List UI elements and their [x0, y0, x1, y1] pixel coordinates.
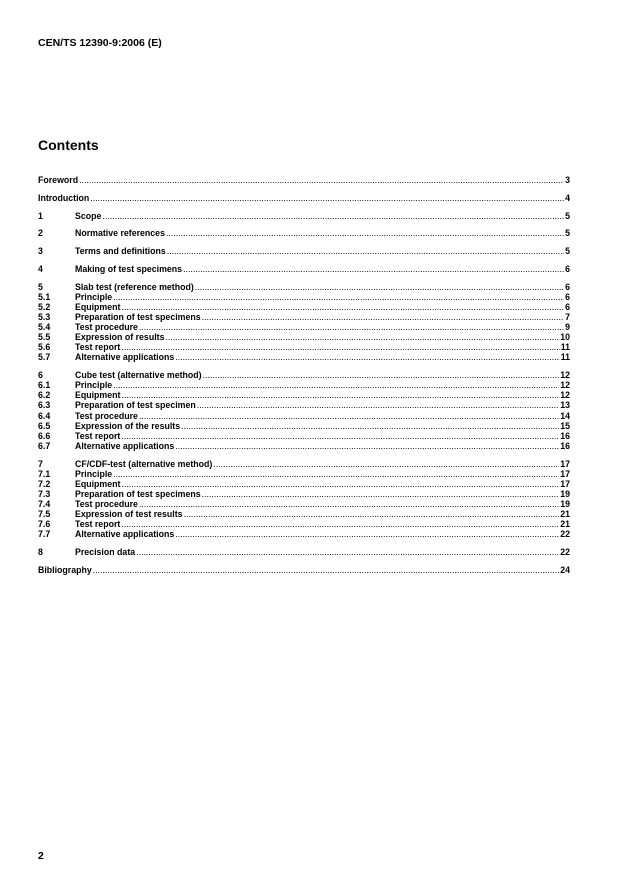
toc-entry[interactable] [38, 469, 570, 479]
toc-entry-number: 6.6 [38, 430, 51, 441]
toc-entry-title: Terms and definitions [75, 246, 166, 257]
toc-entry-page: 21 [560, 519, 570, 530]
toc-entry-page: 7 [565, 311, 570, 322]
toc-entry[interactable] [38, 332, 570, 342]
toc-entry[interactable] [38, 246, 570, 256]
toc-entry-page: 6 [565, 301, 570, 312]
toc-entry-page: 22 [560, 529, 570, 540]
toc-entry-number: 6.7 [38, 440, 51, 451]
toc-entry-title: CF/CDF-test (alternative method) [75, 458, 213, 469]
toc-entry-page: 6 [565, 291, 570, 302]
toc-entry-page: 3 [565, 175, 570, 185]
toc-entry-page: 17 [560, 468, 570, 479]
toc-entry-number: 7 [38, 458, 43, 469]
toc-entry-page: 17 [560, 478, 570, 489]
toc-entry-number: 5.5 [38, 332, 51, 343]
toc-entry[interactable] [38, 499, 570, 509]
toc-entry-title: Introduction [38, 192, 90, 203]
toc-entry-title: Preparation of test specimens [75, 488, 201, 499]
table-of-contents [38, 175, 570, 575]
toc-entry-title: Slab test (reference method) [75, 281, 194, 292]
toc-entry[interactable] [38, 193, 570, 203]
toc-entry[interactable] [38, 400, 570, 410]
toc-entry-number: 6.3 [38, 400, 51, 411]
dot-leader [121, 390, 559, 400]
dot-leader [139, 499, 559, 509]
toc-entry-page: 24 [560, 564, 570, 575]
dot-leader [139, 322, 564, 332]
dot-leader [121, 302, 564, 312]
dot-leader [102, 211, 564, 221]
toc-entry[interactable] [38, 322, 570, 332]
toc-entry-title: Expression of the results [75, 420, 181, 431]
toc-entry-title: Alternative applications [75, 440, 175, 451]
toc-entry-number: 1 [38, 210, 43, 221]
toc-entry-title: Alternative applications [75, 529, 175, 540]
toc-entry-page: 4 [565, 192, 570, 203]
toc-entry-number: 7.2 [38, 478, 51, 489]
toc-entry[interactable] [38, 459, 570, 469]
toc-entry-title: Preparation of test specimen [75, 400, 196, 411]
toc-entry-page: 19 [560, 498, 570, 509]
dot-leader [121, 342, 559, 352]
toc-entry-number: 5.6 [38, 342, 51, 353]
toc-entry-title: Test procedure [75, 410, 138, 421]
toc-entry-number: 6.1 [38, 380, 51, 391]
toc-entry-title: Cube test (alternative method) [75, 370, 202, 381]
toc-entry-page: 5 [565, 228, 570, 239]
toc-entry-page: 12 [560, 390, 570, 401]
toc-entry-title: Precision data [75, 547, 136, 557]
toc-entry-number: 6.4 [38, 410, 51, 421]
toc-entry-title: Equipment [75, 301, 121, 312]
toc-entry-page: 5 [565, 246, 570, 257]
toc-entry-page: 6 [565, 281, 570, 292]
dot-leader [113, 380, 559, 390]
dot-leader [121, 431, 559, 441]
page-number: 2 [38, 850, 44, 862]
toc-entry-number: 7.1 [38, 468, 51, 479]
toc-entry[interactable] [38, 411, 570, 421]
toc-entry-title: Test procedure [75, 498, 138, 509]
toc-entry-page: 5 [565, 210, 570, 221]
dot-leader [166, 228, 564, 238]
toc-entry[interactable] [38, 302, 570, 312]
toc-entry-number: 7.6 [38, 519, 51, 530]
dot-leader [175, 441, 559, 451]
toc-entry[interactable] [38, 312, 570, 322]
toc-entry-number: 5.7 [38, 352, 51, 363]
dot-leader [202, 489, 560, 499]
toc-entry-page: 22 [560, 547, 570, 557]
dot-leader [195, 282, 564, 292]
toc-entry-title: Alternative applications [75, 352, 175, 363]
toc-entry[interactable] [38, 390, 570, 400]
toc-entry[interactable] [38, 565, 570, 575]
dot-leader [213, 459, 559, 469]
toc-entry-number: 5 [38, 281, 43, 292]
toc-entry[interactable] [38, 228, 570, 238]
toc-entry-title: Principle [75, 291, 113, 302]
toc-entry[interactable] [38, 431, 570, 441]
toc-entry-title: Expression of test results [75, 509, 183, 520]
toc-entry-title: Equipment [75, 390, 121, 401]
dot-leader [197, 400, 559, 410]
dot-leader [139, 411, 559, 421]
toc-entry-number: 7.5 [38, 509, 51, 520]
dot-leader [136, 547, 559, 557]
toc-entry[interactable] [38, 380, 570, 390]
toc-entry-page: 17 [560, 458, 570, 469]
dot-leader [93, 565, 559, 575]
toc-entry-title: Test report [75, 342, 121, 353]
toc-entry-number: 4 [38, 263, 43, 274]
document-header: CEN/TS 12390-9:2006 (E) [38, 37, 162, 49]
toc-entry-number: 3 [38, 246, 43, 257]
toc-entry-page: 14 [560, 410, 570, 421]
toc-entry-number: 7.7 [38, 529, 51, 540]
dot-leader [113, 469, 559, 479]
toc-entry-number: 2 [38, 228, 43, 239]
toc-entry-number: 5.3 [38, 311, 51, 322]
toc-entry-page: 13 [560, 400, 570, 411]
dot-leader [181, 421, 559, 431]
dot-leader [183, 264, 564, 274]
dot-leader [175, 529, 559, 539]
toc-entry-title: Preparation of test specimens [75, 311, 201, 322]
toc-entry-number: 8 [38, 547, 43, 557]
toc-entry-title: Bibliography [38, 564, 92, 575]
toc-entry[interactable] [38, 211, 570, 221]
dot-leader [165, 332, 559, 342]
toc-entry-title: Expression of results [75, 332, 165, 343]
toc-entry[interactable] [38, 175, 570, 185]
toc-entry-title: Scope [75, 210, 102, 221]
toc-entry-number: 6.2 [38, 390, 51, 401]
dot-leader [79, 175, 564, 185]
toc-entry-number: 7.3 [38, 488, 51, 499]
toc-entry-page: 6 [565, 263, 570, 274]
dot-leader [121, 479, 559, 489]
toc-entry-page: 16 [560, 430, 570, 441]
dot-leader [113, 292, 564, 302]
toc-entry-number: 5.1 [38, 291, 51, 302]
toc-entry[interactable] [38, 292, 570, 302]
toc-entry-number: 6.5 [38, 420, 51, 431]
toc-entry[interactable] [38, 479, 570, 489]
toc-entry-number: 5.4 [38, 322, 51, 333]
toc-entry-title: Test report [75, 430, 121, 441]
toc-entry[interactable] [38, 342, 570, 352]
toc-entry-title: Foreword [38, 175, 79, 185]
toc-entry-number: 5.2 [38, 301, 51, 312]
toc-entry-title: Equipment [75, 478, 121, 489]
toc-entry-page: 12 [560, 370, 570, 381]
toc-entry[interactable] [38, 519, 570, 529]
dot-leader [121, 519, 559, 529]
toc-entry[interactable] [38, 264, 570, 274]
toc-entry[interactable] [38, 370, 570, 380]
toc-entry-title: Normative references [75, 228, 165, 239]
toc-entry[interactable] [38, 489, 570, 499]
dot-leader [175, 352, 559, 362]
dot-leader [167, 246, 564, 256]
toc-entry-page: 19 [560, 488, 570, 499]
toc-entry-title: Test procedure [75, 322, 138, 333]
toc-entry-page: 9 [565, 322, 570, 333]
toc-entry-title: Test report [75, 519, 121, 530]
toc-entry-page: 16 [560, 440, 570, 451]
toc-entry[interactable] [38, 282, 570, 292]
toc-entry[interactable] [38, 547, 570, 557]
toc-entry-number: 6 [38, 370, 43, 381]
toc-entry-page: 10 [560, 332, 570, 343]
toc-entry[interactable] [38, 441, 570, 451]
toc-entry-number: 7.4 [38, 498, 51, 509]
toc-entry-title: Principle [75, 380, 113, 391]
dot-leader [184, 509, 560, 519]
contents-heading: Contents [38, 137, 99, 153]
toc-entry[interactable] [38, 421, 570, 431]
toc-entry-title: Principle [75, 468, 113, 479]
dot-leader [203, 370, 560, 380]
toc-entry-page: 12 [560, 380, 570, 391]
toc-entry-title: Making of test specimens [75, 263, 183, 274]
toc-entry[interactable] [38, 352, 570, 362]
dot-leader [202, 312, 564, 322]
dot-leader [90, 193, 564, 203]
toc-entry[interactable] [38, 509, 570, 519]
toc-entry-page: 11 [560, 352, 570, 363]
toc-entry-page: 11 [560, 342, 570, 353]
toc-entry-page: 21 [560, 509, 570, 520]
toc-entry[interactable] [38, 529, 570, 539]
toc-entry-page: 15 [560, 420, 570, 431]
